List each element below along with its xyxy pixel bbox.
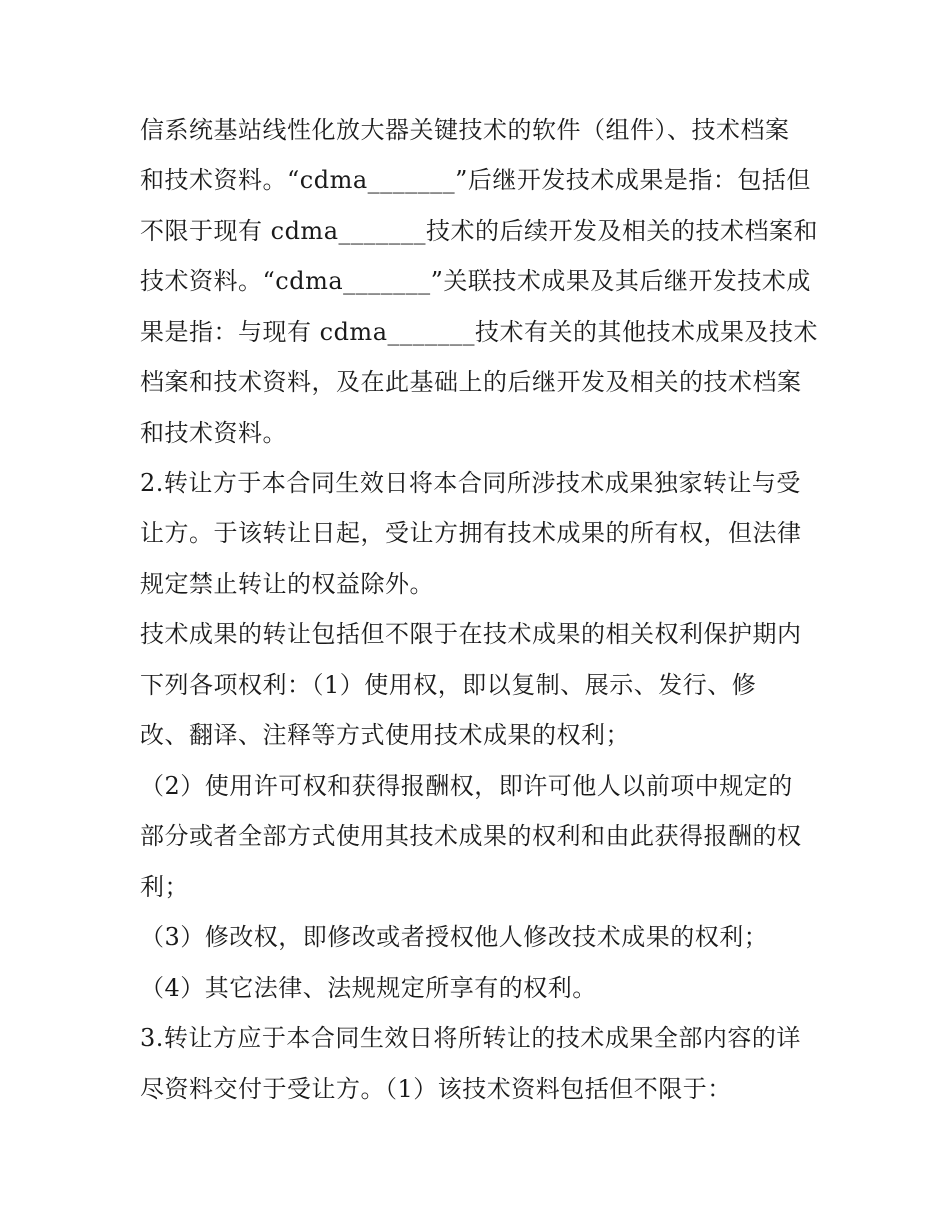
text-line: 利； — [140, 873, 189, 901]
list-item-2: （2）使用许可权和获得报酬权，即许可他人以前项中规定的 — [140, 772, 793, 800]
text-line: 部分或者全部方式使用其技术成果的权利和由此获得报酬的权 — [140, 822, 802, 850]
text-line: 信系统基站线性化放大器关键技术的软件（组件）、技术档案 — [140, 116, 790, 144]
text-line: 和技术资料。 — [140, 419, 287, 447]
text-line: 尽资料交付于受让方。（1）该技术资料包括但不限于： — [140, 1075, 732, 1103]
text-line: 果是指：与现有 cdma_______技术有关的其他技术成果及技术 — [140, 318, 818, 346]
text-line: 让方。于该转让日起，受让方拥有技术成果的所有权，但法律 — [140, 519, 802, 547]
list-item-4: （4）其它法律、法规规定所享有的权利。 — [140, 974, 597, 1002]
text-line: 技术成果的转让包括但不限于在技术成果的相关权利保护期内 — [140, 620, 802, 648]
paragraph-heading-2: 2.转让方于本合同生效日将本合同所涉技术成果独家转让与受 — [140, 469, 801, 497]
list-item-3: （3）修改权，即修改或者授权他人修改技术成果的权利； — [140, 923, 769, 951]
text-line: 规定禁止转让的权益除外。 — [140, 570, 434, 598]
text-line: 和技术资料。“cdma_______”后继开发技术成果是指：包括但 — [140, 166, 811, 194]
text-line: 技术资料。“cdma_______”关联技术成果及其后继开发技术成 — [140, 267, 811, 295]
text-line: 下列各项权利：（1）使用权，即以复制、展示、发行、修 — [140, 671, 757, 699]
text-line: 档案和技术资料，及在此基础上的后继开发及相关的技术档案 — [140, 368, 802, 396]
text-line: 不限于现有 cdma_______技术的后续开发及相关的技术档案和 — [140, 217, 818, 245]
paragraph-heading-3: 3.转让方应于本合同生效日将所转让的技术成果全部内容的详 — [140, 1024, 801, 1052]
text-line: 改、翻译、注释等方式使用技术成果的权利； — [140, 721, 630, 749]
